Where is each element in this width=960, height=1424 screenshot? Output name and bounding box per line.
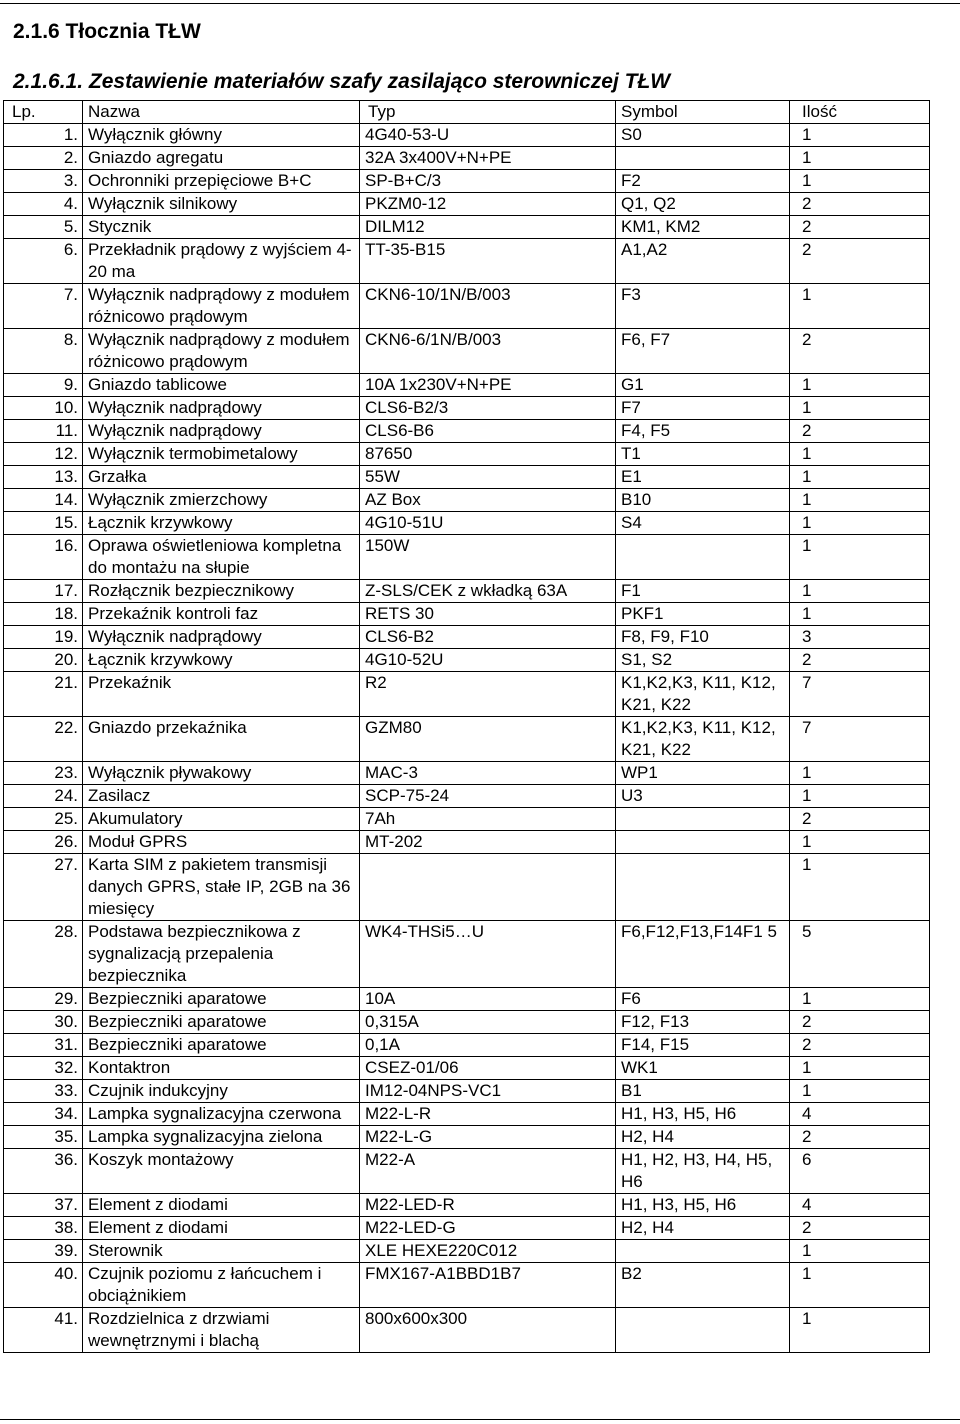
cell-ilosc: 1 xyxy=(790,147,930,170)
header-nazwa: Nazwa xyxy=(83,101,360,124)
cell-symbol: H1, H3, H5, H6 xyxy=(616,1194,790,1217)
cell-ilosc: 1 xyxy=(790,1057,930,1080)
cell-lp: 21. xyxy=(4,672,83,717)
cell-symbol: F4, F5 xyxy=(616,420,790,443)
cell-nazwa: Gniazdo agregatu xyxy=(83,147,360,170)
cell-typ: 55W xyxy=(360,466,616,489)
cell-nazwa: Element z diodami xyxy=(83,1194,360,1217)
table-row xyxy=(4,649,930,672)
cell-ilosc: 1 xyxy=(790,374,930,397)
table-row xyxy=(4,1194,930,1217)
table-row xyxy=(4,785,930,808)
cell-typ: MT-202 xyxy=(360,831,616,854)
cell-lp: 30. xyxy=(4,1011,83,1034)
table-row xyxy=(4,1011,930,1034)
cell-lp: 4. xyxy=(4,193,83,216)
header-lp: Lp. xyxy=(4,101,83,124)
cell-symbol: U3 xyxy=(616,785,790,808)
table-row xyxy=(4,147,930,170)
cell-ilosc: 1 xyxy=(790,443,930,466)
cell-typ: 150W xyxy=(360,535,616,580)
cell-lp: 15. xyxy=(4,512,83,535)
cell-nazwa: Czujnik indukcyjny xyxy=(83,1080,360,1103)
cell-lp: 36. xyxy=(4,1149,83,1194)
cell-ilosc: 1 xyxy=(790,535,930,580)
cell-typ: CLS6-B2/3 xyxy=(360,397,616,420)
table-row xyxy=(4,921,930,988)
table-row xyxy=(4,1240,930,1263)
table-body xyxy=(4,124,930,1353)
cell-symbol: S1, S2 xyxy=(616,649,790,672)
cell-symbol: E1 xyxy=(616,466,790,489)
cell-typ: CSEZ-01/06 xyxy=(360,1057,616,1080)
cell-nazwa: Wyłącznik nadprądowy z modułem różnicowo prądowym xyxy=(83,284,360,329)
header-typ xyxy=(360,101,616,124)
cell-typ: M22-L-G xyxy=(360,1126,616,1149)
cell-symbol xyxy=(616,808,790,831)
cell-symbol: K1,K2,K3, K11, K12, K21, K22 xyxy=(616,717,790,762)
cell-typ: XLE HEXE220C012 xyxy=(360,1240,616,1263)
cell-ilosc: 7 xyxy=(790,717,930,762)
cell-symbol: A1,A2 xyxy=(616,239,790,284)
table-row xyxy=(4,374,930,397)
cell-symbol: F12, F13 xyxy=(616,1011,790,1034)
bottom-rule xyxy=(0,1419,960,1420)
cell-symbol: K1,K2,K3, K11, K12, K21, K22 xyxy=(616,672,790,717)
table-row xyxy=(4,831,930,854)
cell-ilosc: 1 xyxy=(790,489,930,512)
cell-typ: 10A 1x230V+N+PE xyxy=(360,374,616,397)
cell-lp: 35. xyxy=(4,1126,83,1149)
cell-lp: 19. xyxy=(4,626,83,649)
cell-ilosc: 5 xyxy=(790,921,930,988)
cell-lp: 27. xyxy=(4,854,83,921)
cell-nazwa: Rozłącznik bezpiecznikowy xyxy=(83,580,360,603)
cell-lp: 33. xyxy=(4,1080,83,1103)
table-row xyxy=(4,124,930,147)
cell-typ: IM12-04NPS-VC1 xyxy=(360,1080,616,1103)
cell-nazwa: Oprawa oświetleniowa kompletna do montażu na słupie xyxy=(83,535,360,580)
cell-symbol: WK1 xyxy=(616,1057,790,1080)
cell-symbol: B1 xyxy=(616,1080,790,1103)
cell-nazwa: Łącznik krzywkowy xyxy=(83,512,360,535)
table-row xyxy=(4,1149,930,1194)
cell-typ: Z-SLS/CEK z wkładką 63A xyxy=(360,580,616,603)
cell-symbol: F6,F12,F13,F14F1 5 xyxy=(616,921,790,988)
table-row xyxy=(4,1126,930,1149)
table-row xyxy=(4,420,930,443)
cell-lp: 34. xyxy=(4,1103,83,1126)
cell-nazwa: Wyłącznik nadprądowy z modułem różnicowo prądowym xyxy=(83,329,360,374)
cell-symbol: F8, F9, F10 xyxy=(616,626,790,649)
cell-symbol: H2, H4 xyxy=(616,1217,790,1240)
cell-ilosc: 1 xyxy=(790,580,930,603)
cell-nazwa: Wyłącznik pływakowy xyxy=(83,762,360,785)
cell-ilosc: 1 xyxy=(790,397,930,420)
cell-nazwa: Koszyk montażowy xyxy=(83,1149,360,1194)
cell-nazwa: Wyłącznik nadprądowy xyxy=(83,397,360,420)
cell-nazwa: Wyłącznik silnikowy xyxy=(83,193,360,216)
cell-typ: DILM12 xyxy=(360,216,616,239)
cell-nazwa: Grzałka xyxy=(83,466,360,489)
section-heading: 2.1.6 Tłocznia TŁW xyxy=(13,20,201,43)
cell-symbol: F6, F7 xyxy=(616,329,790,374)
cell-nazwa: Przekaźnik xyxy=(83,672,360,717)
cell-ilosc: 1 xyxy=(790,170,930,193)
cell-nazwa: Karta SIM z pakietem transmisji danych GPRS, stałe IP, 2GB na 36 miesięcy xyxy=(83,854,360,921)
table-row xyxy=(4,397,930,420)
cell-lp: 17. xyxy=(4,580,83,603)
cell-lp: 18. xyxy=(4,603,83,626)
cell-typ: 7Ah xyxy=(360,808,616,831)
cell-typ: 32A 3x400V+N+PE xyxy=(360,147,616,170)
cell-nazwa: Bezpieczniki aparatowe xyxy=(83,1011,360,1034)
materials-table xyxy=(3,100,930,1353)
cell-symbol xyxy=(616,147,790,170)
cell-lp: 37. xyxy=(4,1194,83,1217)
cell-symbol: F3 xyxy=(616,284,790,329)
cell-lp: 7. xyxy=(4,284,83,329)
cell-nazwa: Gniazdo przekaźnika xyxy=(83,717,360,762)
cell-symbol: B2 xyxy=(616,1263,790,1308)
cell-symbol: S4 xyxy=(616,512,790,535)
cell-typ: CLS6-B6 xyxy=(360,420,616,443)
cell-ilosc: 2 xyxy=(790,808,930,831)
cell-lp: 23. xyxy=(4,762,83,785)
cell-ilosc: 1 xyxy=(790,512,930,535)
header-typ-label: Typ xyxy=(368,102,396,121)
table-row xyxy=(4,489,930,512)
cell-lp: 28. xyxy=(4,921,83,988)
cell-nazwa: Gniazdo tablicowe xyxy=(83,374,360,397)
table-row xyxy=(4,329,930,374)
cell-lp: 41. xyxy=(4,1308,83,1353)
cell-symbol: PKF1 xyxy=(616,603,790,626)
table-row xyxy=(4,239,930,284)
cell-ilosc: 4 xyxy=(790,1194,930,1217)
cell-nazwa: Przekaźnik kontroli faz xyxy=(83,603,360,626)
cell-lp: 6. xyxy=(4,239,83,284)
cell-typ: FMX167-A1BBD1B7 xyxy=(360,1263,616,1308)
cell-symbol: T1 xyxy=(616,443,790,466)
cell-lp: 8. xyxy=(4,329,83,374)
cell-ilosc: 1 xyxy=(790,854,930,921)
cell-ilosc: 1 xyxy=(790,1240,930,1263)
cell-nazwa: Stycznik xyxy=(83,216,360,239)
cell-typ: RETS 30 xyxy=(360,603,616,626)
cell-ilosc: 1 xyxy=(790,785,930,808)
table-row xyxy=(4,193,930,216)
cell-nazwa: Czujnik poziomu z łańcuchem i obciążnikiem xyxy=(83,1263,360,1308)
cell-typ: SP-B+C/3 xyxy=(360,170,616,193)
table-row xyxy=(4,535,930,580)
table-row xyxy=(4,1080,930,1103)
cell-lp: 9. xyxy=(4,374,83,397)
cell-lp: 16. xyxy=(4,535,83,580)
cell-ilosc: 2 xyxy=(790,1034,930,1057)
cell-symbol: S0 xyxy=(616,124,790,147)
cell-lp: 29. xyxy=(4,988,83,1011)
table-row xyxy=(4,1263,930,1308)
cell-symbol xyxy=(616,1308,790,1353)
cell-typ: TT-35-B15 xyxy=(360,239,616,284)
table-row xyxy=(4,1057,930,1080)
table-row xyxy=(4,808,930,831)
cell-typ xyxy=(360,854,616,921)
cell-nazwa: Podstawa bezpiecznikowa z sygnalizacją przepalenia bezpiecznika xyxy=(83,921,360,988)
cell-typ: 0,315A xyxy=(360,1011,616,1034)
cell-ilosc: 1 xyxy=(790,124,930,147)
cell-nazwa: Wyłącznik zmierzchowy xyxy=(83,489,360,512)
cell-symbol xyxy=(616,535,790,580)
cell-lp: 24. xyxy=(4,785,83,808)
cell-nazwa: Przekładnik prądowy z wyjściem 4-20 ma xyxy=(83,239,360,284)
cell-typ: 87650 xyxy=(360,443,616,466)
cell-ilosc: 1 xyxy=(790,1308,930,1353)
cell-ilosc: 1 xyxy=(790,1080,930,1103)
cell-lp: 10. xyxy=(4,397,83,420)
table-row xyxy=(4,466,930,489)
cell-ilosc: 2 xyxy=(790,216,930,239)
cell-typ: M22-LED-G xyxy=(360,1217,616,1240)
table-header-row xyxy=(4,101,930,124)
cell-ilosc: 3 xyxy=(790,626,930,649)
header-ilosc: Ilość xyxy=(790,101,930,124)
cell-ilosc: 2 xyxy=(790,193,930,216)
cell-lp: 13. xyxy=(4,466,83,489)
cell-typ: R2 xyxy=(360,672,616,717)
cell-nazwa: Kontaktron xyxy=(83,1057,360,1080)
cell-lp: 40. xyxy=(4,1263,83,1308)
subsection-heading: 2.1.6.1. Zestawienie materiałów szafy zasilająco sterowniczej TŁW xyxy=(13,70,671,93)
cell-symbol: F14, F15 xyxy=(616,1034,790,1057)
cell-ilosc: 7 xyxy=(790,672,930,717)
cell-nazwa: Moduł GPRS xyxy=(83,831,360,854)
cell-typ: SCP-75-24 xyxy=(360,785,616,808)
cell-typ: CLS6-B2 xyxy=(360,626,616,649)
cell-lp: 32. xyxy=(4,1057,83,1080)
cell-nazwa: Lampka sygnalizacyjna czerwona xyxy=(83,1103,360,1126)
cell-typ: 0,1A xyxy=(360,1034,616,1057)
table-row xyxy=(4,1308,930,1353)
cell-ilosc: 2 xyxy=(790,420,930,443)
cell-typ: AZ Box xyxy=(360,489,616,512)
cell-nazwa: Wyłącznik nadprądowy xyxy=(83,420,360,443)
cell-ilosc: 2 xyxy=(790,329,930,374)
cell-symbol: F1 xyxy=(616,580,790,603)
cell-symbol: KM1, KM2 xyxy=(616,216,790,239)
cell-typ: 10A xyxy=(360,988,616,1011)
table-row xyxy=(4,854,930,921)
top-rule xyxy=(0,3,960,4)
cell-typ: M22-LED-R xyxy=(360,1194,616,1217)
table-row xyxy=(4,717,930,762)
table-row xyxy=(4,603,930,626)
cell-lp: 25. xyxy=(4,808,83,831)
cell-lp: 5. xyxy=(4,216,83,239)
cell-nazwa: Rozdzielnica z drzwiami wewnętrznymi i blachą xyxy=(83,1308,360,1353)
cell-symbol xyxy=(616,854,790,921)
cell-symbol: H2, H4 xyxy=(616,1126,790,1149)
table-row xyxy=(4,170,930,193)
cell-ilosc: 2 xyxy=(790,239,930,284)
cell-ilosc: 1 xyxy=(790,1263,930,1308)
cell-nazwa: Wyłącznik główny xyxy=(83,124,360,147)
cell-nazwa: Zasilacz xyxy=(83,785,360,808)
cell-typ: MAC-3 xyxy=(360,762,616,785)
table-row xyxy=(4,672,930,717)
table-row xyxy=(4,1034,930,1057)
cell-lp: 3. xyxy=(4,170,83,193)
cell-typ: PKZM0-12 xyxy=(360,193,616,216)
cell-lp: 22. xyxy=(4,717,83,762)
cell-lp: 1. xyxy=(4,124,83,147)
cell-nazwa: Ochronniki przepięciowe B+C xyxy=(83,170,360,193)
cell-typ: M22-A xyxy=(360,1149,616,1194)
table-row xyxy=(4,443,930,466)
cell-lp: 2. xyxy=(4,147,83,170)
cell-lp: 20. xyxy=(4,649,83,672)
table-row xyxy=(4,216,930,239)
table-row xyxy=(4,512,930,535)
cell-symbol: F2 xyxy=(616,170,790,193)
cell-nazwa: Lampka sygnalizacyjna zielona xyxy=(83,1126,360,1149)
cell-lp: 39. xyxy=(4,1240,83,1263)
table-row xyxy=(4,988,930,1011)
cell-nazwa: Łącznik krzywkowy xyxy=(83,649,360,672)
cell-symbol: B10 xyxy=(616,489,790,512)
cell-typ: CKN6-6/1N/B/003 xyxy=(360,329,616,374)
table-row xyxy=(4,626,930,649)
cell-typ: 4G10-51U xyxy=(360,512,616,535)
cell-nazwa: Akumulatory xyxy=(83,808,360,831)
cell-ilosc: 1 xyxy=(790,988,930,1011)
cell-symbol: Q1, Q2 xyxy=(616,193,790,216)
cell-lp: 12. xyxy=(4,443,83,466)
cell-ilosc: 2 xyxy=(790,1126,930,1149)
cell-symbol: WP1 xyxy=(616,762,790,785)
cell-nazwa: Element z diodami xyxy=(83,1217,360,1240)
cell-ilosc: 1 xyxy=(790,284,930,329)
cell-nazwa: Wyłącznik termobimetalowy xyxy=(83,443,360,466)
cell-ilosc: 2 xyxy=(790,649,930,672)
cell-nazwa: Wyłącznik nadprądowy xyxy=(83,626,360,649)
cell-nazwa: Sterownik xyxy=(83,1240,360,1263)
cell-lp: 26. xyxy=(4,831,83,854)
cell-symbol: H1, H2, H3, H4, H5, H6 xyxy=(616,1149,790,1194)
table-row xyxy=(4,762,930,785)
cell-lp: 38. xyxy=(4,1217,83,1240)
cell-symbol xyxy=(616,1240,790,1263)
cell-lp: 14. xyxy=(4,489,83,512)
cell-lp: 31. xyxy=(4,1034,83,1057)
cell-symbol: F6 xyxy=(616,988,790,1011)
cell-typ: 4G10-52U xyxy=(360,649,616,672)
cell-symbol: G1 xyxy=(616,374,790,397)
cell-ilosc: 6 xyxy=(790,1149,930,1194)
cell-ilosc: 1 xyxy=(790,466,930,489)
header-symbol: Symbol xyxy=(616,101,790,124)
cell-lp: 11. xyxy=(4,420,83,443)
cell-ilosc: 2 xyxy=(790,1217,930,1240)
cell-typ: CKN6-10/1N/B/003 xyxy=(360,284,616,329)
cell-ilosc: 1 xyxy=(790,603,930,626)
cell-symbol xyxy=(616,831,790,854)
table-row xyxy=(4,1103,930,1126)
cell-ilosc: 2 xyxy=(790,1011,930,1034)
cell-symbol: H1, H3, H5, H6 xyxy=(616,1103,790,1126)
table-row xyxy=(4,284,930,329)
cell-nazwa: Bezpieczniki aparatowe xyxy=(83,1034,360,1057)
cell-ilosc: 4 xyxy=(790,1103,930,1126)
cell-typ: WK4-THSi5…U xyxy=(360,921,616,988)
cell-symbol: F7 xyxy=(616,397,790,420)
table-row xyxy=(4,1217,930,1240)
cell-nazwa: Bezpieczniki aparatowe xyxy=(83,988,360,1011)
cell-typ: 4G40-53-U xyxy=(360,124,616,147)
cell-typ: GZM80 xyxy=(360,717,616,762)
cell-ilosc: 1 xyxy=(790,762,930,785)
cell-typ: 800x600x300 xyxy=(360,1308,616,1353)
cell-ilosc: 1 xyxy=(790,831,930,854)
table-row xyxy=(4,580,930,603)
cell-typ: M22-L-R xyxy=(360,1103,616,1126)
